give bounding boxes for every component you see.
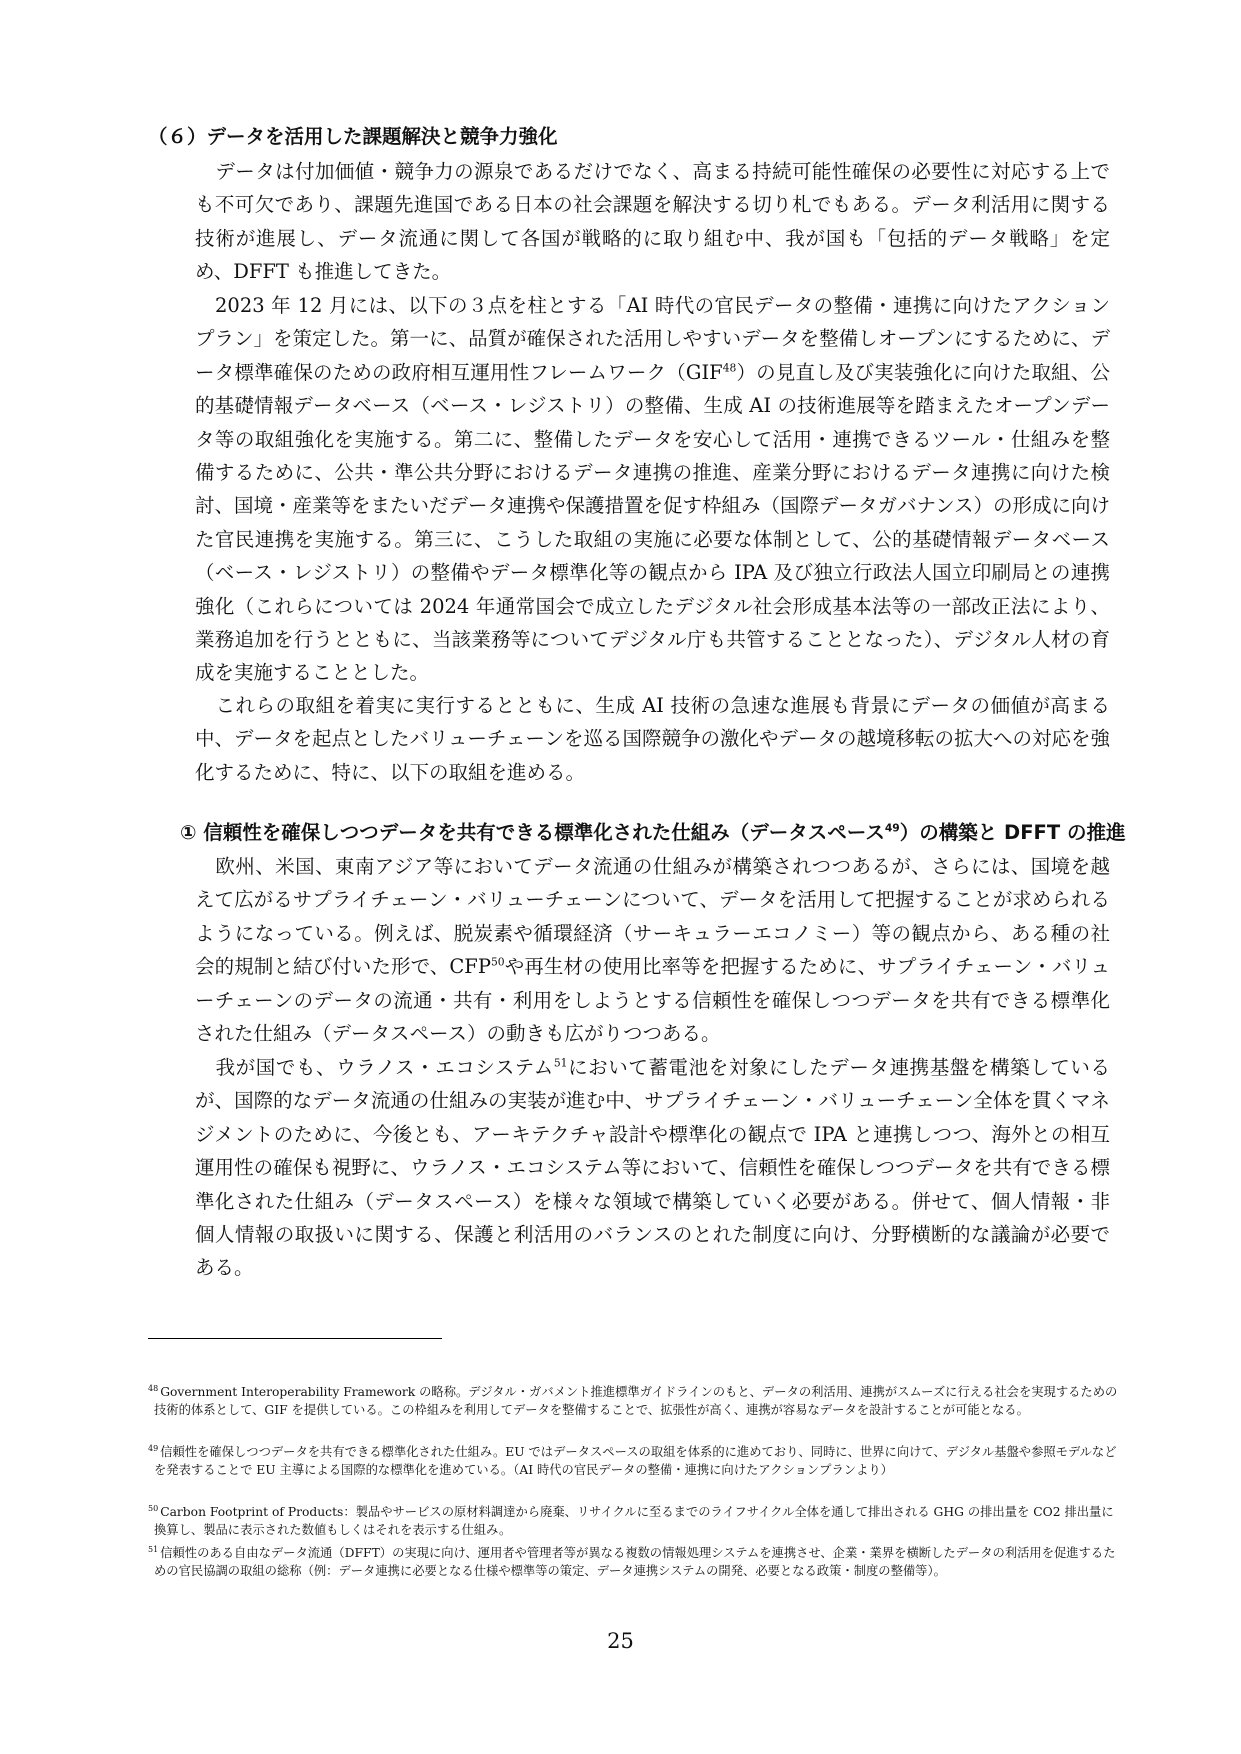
paragraph-text: において蓄電池を対象にしたデータ連携基盤を構築しているが、国際的なデータ流通の仕組みの実装が進む中、サプライチェーン・バリューチェーン全体を貫くマネジメントのために、今後とも、アーキテクチャ設計や標準化の観点で IPA と連携しつつ、海外との相互運用性の確保も視野に、ウラノス・エコシステム等において、信頼性を確保しつつデータを共有できる標準化された仕組み（データスペース）を様々な領域で構築していく必要がある。併せて、個人情報・非個人情報の取扱いに関する、保護と利活用のバランスのとれた制度に向け、分野横断的な議論が必要である。: [195, 1056, 1110, 1280]
footnote: [148, 1541, 1119, 1581]
paragraph-text: データは付加価値・競争力の源泉であるだけでなく、高まる持続可能性確保の必要性に対応する上でも不可欠であり、課題先進国である日本の社会課題を解決する切り札でもある。データ利活用に関する技術が進展し、データ流通に関して各国が戦略的に取り組む中、我が国も「包括的データ戦略」を定め、DFFT も推進してきた。: [195, 160, 1110, 284]
page-number: 25: [607, 1629, 634, 1653]
paragraph-text: ）の見直し及び実装強化に向けた取組、公的基礎情報データベース（ベース・レジストリ）の整備、生成 AI の技術進展等を踏まえたオープンデータ等の取組強化を実施する。第二に、整備したデータを安心して活用・連携できるツール・仕組みを整備するために、公共・準公共分野におけるデータ連携の推進、産業分野におけるデータ連携に向けた検討、国境・産業等をまたいだデータ連携や保護措置を促す枠組み（国際データガバナンス）の形成に向けた官民連携を実施する。第三に、こうした取組の実施に必要な体制として、公的基礎情報データベース（ベース・レジストリ）の整備やデータ標準化等の観点から IPA 及び独立行政法人国立印刷局との連携強化（これらについては 2024 年通常国会で成立したデジタル社会形成基本法等の一部改正法により、業務追加を行うとともに、当該業務等についてデジタル庁も共管することとなった）、デジタル人材の育成を実施することとした。: [195, 360, 1110, 685]
paragraph-text: 我が国でも、ウラノス・エコシステム: [215, 1056, 554, 1079]
body-paragraph: [195, 689, 1110, 789]
footnote-text: 信頼性を確保しつつデータを共有できる標準化された仕組み。EU ではデータスペースの取組を体系的に進めており、同時に、世界に向けて、デジタル基盤や参照モデルなどを発表することで EU 主導による国際的な標準化を進めている。（AI 時代の官民データの整備・連携に向けたアクションプランより）: [154, 1445, 1117, 1478]
footnote-ref: 49: [884, 821, 900, 835]
body-paragraph: [195, 155, 1110, 289]
paragraph-text: 欧州、米国、東南アジア等においてデータ流通の仕組みが構築されつつあるが、さらには、国境を越えて広がるサプライチェーン・バリューチェーンについて、データを活用して把握することが求められるようになっている。例えば、脱炭素や循環経済（サーキュラーエコノミー）等の観点から、ある種の社会的規制と結び付いた形で、CFP: [195, 855, 1110, 979]
footnote-ref: 50: [490, 955, 505, 969]
footnote-number: 49: [148, 1444, 159, 1453]
paragraph-text: これらの取組を着実に実行するとともに、生成 AI 技術の急速な進展も背景にデータの価値が高まる中、データを起点としたバリューチェーンを巡る国際競争の激化やデータの越境移転の拡大への対応を強化するために、特に、以下の取組を進める。: [195, 694, 1110, 784]
paragraph-text: や再生材の使用比率等を把握するために、サプライチェーン・バリューチェーンのデータの流通・共有・利用をしようとする信頼性を確保しつつデータを共有できる標準化された仕組み（データスペース）の動きも広がりつつある。: [195, 955, 1111, 1046]
footnote-text: 信頼性のある自由なデータ流通（DFFT）の実現に向け、運用者や管理者等が異なる複数の情報処理システムを連携させ、企業・業界を横断したデータの利活用を促進するための官民協調の取組の総称（例：データ連携に必要となる仕様や標準等の策定、データ連携システムの開発、必要となる政策・制度の整備等）。: [154, 1546, 1116, 1579]
footnote-number: 51: [148, 1545, 159, 1554]
footnote-number: 50: [148, 1504, 159, 1513]
footnote-text: Government Interoperability Framework の略称。デジタル・ガバメント推進標準ガイドラインのもと、データの利活用、連携がスムーズに行える社会を実現するための技術的体系として、GIF を提供している。この枠組みを利用してデータを整備することで、拡張性が高く、連携が容易なデータを設計することが可能となる。: [154, 1385, 1118, 1418]
body-paragraph: [195, 289, 1110, 690]
body-paragraph: [195, 1051, 1110, 1285]
footnote-ref: 51: [553, 1056, 568, 1070]
footnote-text: Carbon Footprint of Products：製品やサービスの原材料調達から廃棄、リサイクルに至るまでのライフサイクル全体を通して排出される GHG の排出量を CO2 排出量に換算し、製品に表示された数値もしくはそれを表示する仕組み。: [154, 1505, 1114, 1538]
footnote-number: 48: [148, 1384, 159, 1393]
footnote: [148, 1380, 1119, 1420]
paragraph-text: 2023 年 12 月には、以下の３点を柱とする「AI 時代の官民データの整備・連携に向けたアクションプラン」を策定した。第一に、品質が確保された活用しやすいデータを整備しオープンにするために、データ標準確保のための政府相互運用性フレームワーク（GIF: [195, 294, 1110, 384]
footnote-ref: 48: [722, 361, 737, 375]
section-heading: （６）データを活用した課題解決と競争力強化: [148, 125, 558, 148]
footnote: [148, 1440, 1119, 1480]
footnote: [148, 1500, 1119, 1540]
footnote-separator: [148, 1338, 442, 1339]
sub-heading: ① 信頼性を確保しつつデータを共有できる標準化された仕組み（データスペース$^{49}$）の構築と DFFT の推進: [180, 821, 1126, 844]
body-paragraph: [195, 850, 1110, 1050]
